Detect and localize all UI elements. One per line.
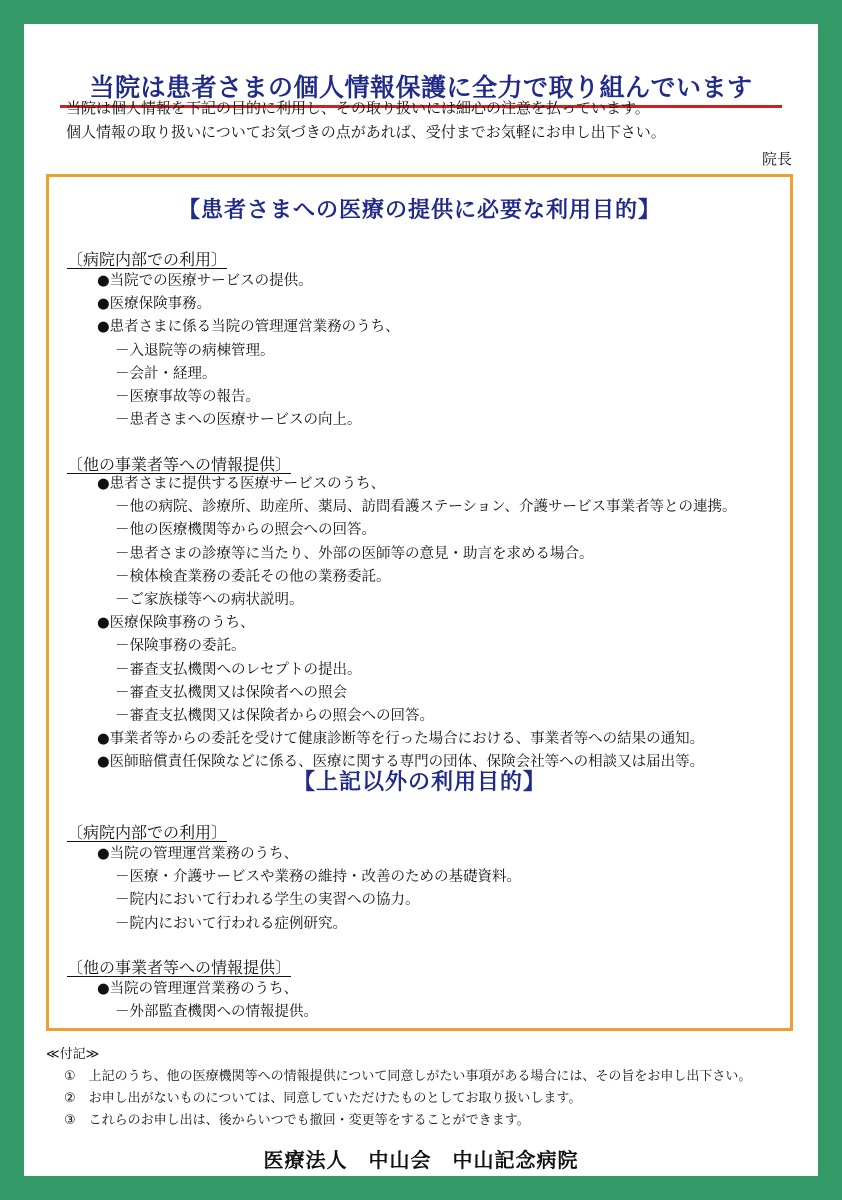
section1-group2-heading: 〔他の事業者等への情報提供〕 [67,455,292,474]
list-item: －保険事務の委託。 [115,638,246,655]
list-item: ●患者さまに係る当院の管理運営業務のうち、 [97,319,400,336]
section2-group1-heading: 〔病院内部での利用〕 [67,823,228,842]
list-item: ●当院の管理運営業務のうち、 [97,981,299,997]
note-item-2: ② お申し出がないものについては、同意していただけたものとしてお取り扱いします。 [64,1091,582,1106]
list-item: －会計・経理。 [115,365,217,382]
list-item: －外部監査機関への情報提供。 [115,1004,318,1021]
signature: 院長 [761,150,792,168]
list-item: ●当院での医療サービスの提供。 [97,273,313,289]
list-item: －患者さまへの医療サービスの向上。 [115,412,362,429]
section1-title: 【患者さまへの医療の提供に必要な利用目的】 [177,198,661,223]
list-item: ●患者さまに提供する医療サービスのうち、 [97,476,386,492]
list-item: －審査支払機関へのレセプトの提出。 [115,661,362,678]
section2-group2-heading: 〔他の事業者等への情報提供〕 [67,958,292,977]
notes [46,1044,806,1132]
notice-page [24,24,818,1176]
notes-heading: ≪付記≫ [46,1047,100,1062]
section1-group1-list [97,270,400,432]
list-item: －医療事故等の報告。 [115,388,260,405]
note-item-3: ③ これらのお申し出は、後からいつでも撤回・変更等をすることができます。 [64,1113,530,1128]
page-title: 当院は患者さまの個人情報保護に全力で取り組んでいます [89,73,753,102]
list-item: ●医療保険事務。 [97,296,212,313]
list-item: －審査支払機関又は保険者への照会 [115,684,347,701]
list-item: －院内において行われる学生の実習への協力。 [115,892,420,909]
list-item: －院内において行われる症例研究。 [115,915,347,932]
purposes-box [46,174,793,1031]
hospital-name: 医療法人 中山会 中山記念病院 [263,1148,579,1172]
list-item: ●医療保険事務のうち、 [97,615,255,632]
intro-line-1: 当院は個人情報を下記の目的に利用し、その取り扱いには細心の注意を払っています。 [66,99,650,117]
list-item: －検体検査業務の委託その他の業務委託。 [115,568,391,585]
section2-group2-list [97,978,318,1024]
list-item: －医療・介護サービスや業務の維持・改善のための基礎資料。 [115,869,521,886]
list-item: －入退院等の病棟管理。 [115,342,275,359]
list-item: ●医師賠償責任保険などに係る、医療に関する専門の団体、保険会社等への相談又は届出等。 [97,754,705,771]
list-item: ●事業者等からの委託を受けて健康診断等を行った場合における、事業者等への結果の通知。 [97,731,705,748]
section1-group2-list [97,473,736,774]
list-item: ●当院の管理運営業務のうち、 [97,846,299,862]
section2-title: 【上記以外の利用目的】 [292,770,546,795]
list-item: －ご家族様等への病状説明。 [115,591,304,608]
list-item: －他の病院、診療所、助産所、薬局、訪問看護ステーション、介護サービス事業者等との連携。 [115,499,737,516]
list-item: －他の医療機関等からの照会への回答。 [115,522,376,539]
section1-group1-heading: 〔病院内部での利用〕 [67,250,228,269]
section2-group1-list [97,843,521,936]
intro-line-2: 個人情報の取り扱いについてお気づきの点があれば、受付までお気軽にお申し出下さい。 [66,123,666,141]
list-item: －審査支払機関又は保険者からの照会への回答。 [115,707,434,724]
note-item-1: ① 上記のうち、他の医療機関等への情報提供について同意しがたい事項がある場合には、その旨をお申し出下さい。 [64,1069,752,1084]
list-item: －患者さまの診療等に当たり、外部の医師等の意見・助言を求める場合。 [115,545,594,562]
